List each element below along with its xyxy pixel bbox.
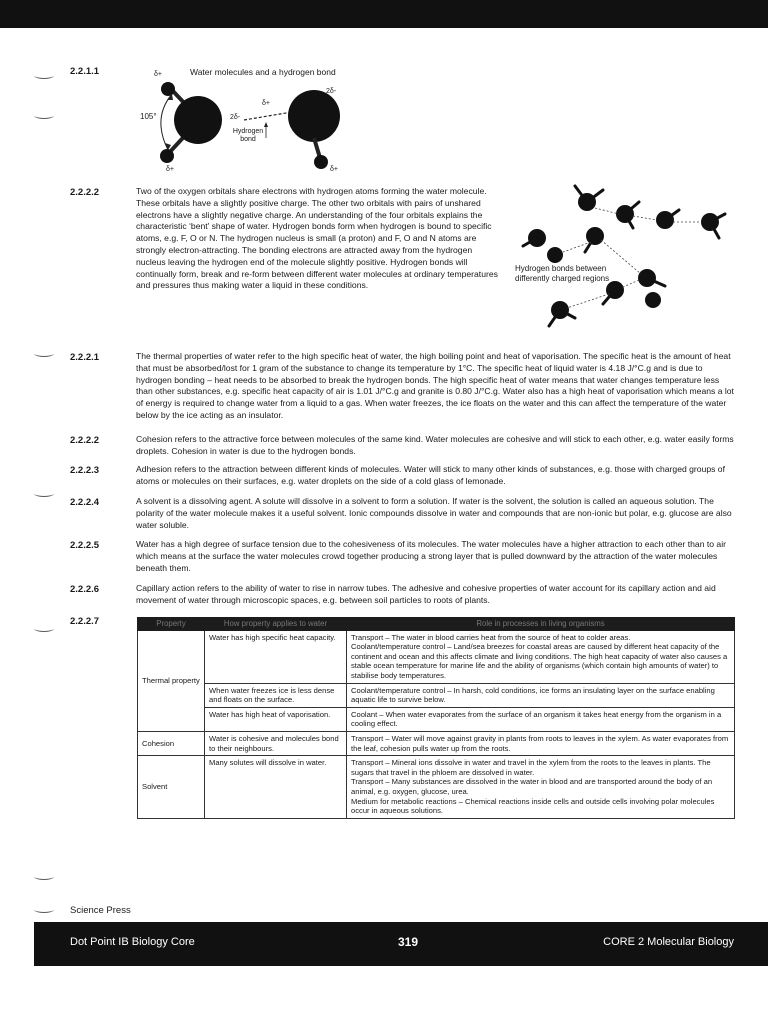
table-row [138, 731, 735, 755]
margin-tick [34, 906, 54, 913]
charge-label: δ+ [330, 166, 338, 173]
table-row [138, 683, 735, 707]
section-text: The thermal properties of water refer to the high specific heat of water, the high boiling point and heat of vaporisation. The specific heat is the amount of heat that must be absorbed/lost for 1 gram of the substance to change its temperature by 1°C. The specific heat of liquid water is 4.18 J/°C.g and is due to hydrogen bonding – heat needs to be absorbed to break the hydrogen bonds. The high specific heat of water means that water changes temperature less than other substances, e.g. specific heat capacity of air is 1.01 J/°C.g and granite is 0.80 J/°C.g. Water also has a high heat of vaporisation which means a lot of energy is required to change water from a liquid to a gas. When water freezes, the ice floats on the water and this can affect the temperature of the water below by the ice acting as an insulator. [136, 351, 734, 420]
property-description: Water has high heat of vaporisation. [205, 707, 347, 731]
column-header: How property applies to water [205, 618, 347, 631]
water-network-diagram [515, 180, 740, 335]
section-number: 2.2.2.3 [70, 465, 100, 476]
table-row [138, 756, 735, 819]
section-number: 2.2.2.5 [70, 540, 100, 551]
table-header-row [138, 618, 735, 631]
role-description: Coolant/temperature control – In harsh, cold conditions, ice forms an insulating layer on the surface enabling aquatic life to survive below. [347, 683, 735, 707]
column-header: Role in processes in living organisms [347, 618, 735, 631]
property-category: Solvent [138, 756, 205, 819]
property-description: Water has high specific heat capacity. [205, 630, 347, 683]
section-text: A solvent is a dissolving agent. A solute will dissolve in a solvent to form a solution. If water is the solvent, the solution is called an aqueous solution. The polarity of the water molecule makes it a useful solvent. Ionic compounds dissolve in water and compounds that are non-ionic but polar, e.g. glucose are also water soluble. [136, 496, 732, 530]
role-description: Coolant – When water evaporates from the surface of an organism it takes heat energy from the organism in a cooling effect. [347, 707, 735, 731]
charge-label: δ+ [262, 100, 270, 107]
section-text: Capillary action refers to the ability of water to rise in narrow tubes. The adhesive and cohesive properties of water account for its capillary action and aid movement of water through microscopic spaces, e.g. between soil particles to roots of plants. [136, 583, 716, 605]
charge-label: 2δ- [230, 114, 241, 121]
hydrogen-bond-label: Hydrogen bond [232, 128, 264, 143]
charge-label: δ+ [154, 71, 162, 78]
section-number: 2.2.2.6 [70, 584, 100, 595]
page-footer [34, 922, 768, 966]
margin-tick [34, 873, 54, 880]
property-category: Cohesion [138, 731, 205, 755]
section-number: 2.2.2.2 [70, 187, 100, 198]
margin-tick [34, 490, 54, 497]
page-number: 319 [398, 935, 419, 949]
section-number: 2.2.2.1 [70, 352, 100, 363]
margin-tick [34, 112, 54, 119]
figure-title: Water molecules and a hydrogen bond [190, 67, 336, 77]
publisher-name: Science Press [70, 905, 131, 916]
table-row [138, 630, 735, 683]
orbital-paragraph: Two of the oxygen orbitals share electrons with hydrogen atoms forming the water molecule. These orbitals have a slightly positive charge. The other two orbitals with pairs of unshared electrons have a slightly negative charge. An understanding of the four orbitals explains the characteristic ‘bent’ shape of water. Hydrogen bonds form when hydrogen is bound to specific atoms, e.g. F, O or N. The hydrogen nucleus is small (a proton) and F, O and N atoms are strongly electron-attracting. The bonding electrons are attracted away from the hydrogen nucleus leaving the hydrogen end of the molecule slightly positive. Hydrogen bonds will continually form, break and re-form between different water molecules at ordinary temperatures and pressures thus making water a liquid in these conditions. [136, 186, 498, 291]
margin-tick [34, 350, 54, 357]
angle-label: 105° [140, 112, 157, 121]
margin-tick [34, 72, 54, 79]
property-description: Water is cohesive and molecules bond to their neighbours. [205, 731, 347, 755]
charge-label: δ+ [166, 166, 174, 173]
section-number: 2.2.2.2 [70, 435, 100, 446]
property-description: When water freezes ice is less dense and floats on the surface. [205, 683, 347, 707]
section-number: 2.2.2.7 [70, 616, 100, 627]
book-title: Dot Point IB Biology Core [70, 936, 195, 948]
property-description: Many solutes will dissolve in water. [205, 756, 347, 819]
section-text: Adhesion refers to the attraction between different kinds of molecules. Water will stick to many other kinds of substances, e.g. those with charged groups of atoms or molecules on their surfaces, e.g. water droplets on the side of a cold glass of lemonade. [136, 464, 725, 486]
role-description: Transport – The water in blood carries heat from the source of heat to colder areas. Coolant/temperature control – Land/sea breezes for coastal areas are caused by different heat capacity of the continent and ocean and this affects climate and living conditions. The high heat capacity of water also causes a stable ocean temperature for marine life and the ability of organisms (which contain high amounts of water) to stabilise body temperatures. [347, 630, 735, 683]
charge-label: 2δ- [326, 88, 337, 95]
section-text: Water has a high degree of surface tension due to the cohesiveness of its molecules. The water molecules have a higher attraction to each other than to air which means at the surface the water molecules crowd together producing a strong layer that is pulled downward by the attraction of the water molecules beneath them. [136, 539, 726, 573]
chapter-title: CORE 2 Molecular Biology [603, 936, 734, 948]
top-black-bar [0, 0, 768, 28]
hydrogen-bonds-label: Hydrogen bonds between differently charged regions [515, 264, 610, 283]
section-text: Cohesion refers to the attractive force between molecules of the same kind. Water molecules are cohesive and will stick to each other, e.g. water easily forms droplets. Cohesion in water is due to the hydrogen bonds. [136, 434, 734, 456]
role-description: Transport – Mineral ions dissolve in water and travel in the xylem from the roots to the leaves in plants. The sugars that travel in the phloem are dissolved in water. Transport – Many substances are dissolved in the water in blood and are transported around the body of an animal, e.g. oxygen, glucose, urea. Medium for metabolic reactions – Chemical reactions inside cells and outside cells involving polar molecules occur in aqueous solutions. [347, 756, 735, 819]
table-row [138, 707, 735, 731]
margin-tick [34, 625, 54, 632]
water-properties-table [137, 617, 735, 819]
section-number: 2.2.1.1 [70, 66, 100, 77]
role-description: Transport – Water will move against gravity in plants from roots to leaves in the xylem. As water evaporates from the leaf, cohesion pulls water up from the roots. [347, 731, 735, 755]
column-header: Property [138, 618, 205, 631]
section-number: 2.2.2.4 [70, 497, 100, 508]
property-category: Thermal property [138, 630, 205, 731]
